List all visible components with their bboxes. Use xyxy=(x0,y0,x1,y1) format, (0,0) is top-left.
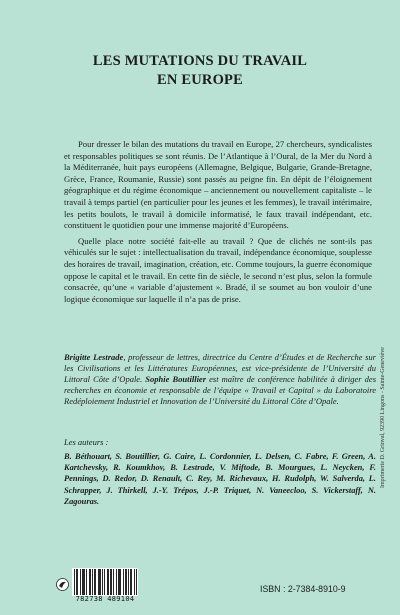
editor-bio-1: , professeur de lettres, directrice du Centre d’Études et de Recherche sur les Civilisations et les Littératures Européennes, est vice-présidente de l’Université du Littoral Côte d’Opale. xyxy=(64,352,376,384)
title-line-1: LES MUTATIONS DU TRAVAIL xyxy=(92,53,308,69)
printer-credit: Imprimerie D. Grinval, 92390 Lingons - Sainte-Geneviève xyxy=(380,347,386,488)
summary-paragraph-2: Quelle place notre société fait-elle au travail ? Que de clichés ne sont-ils pas véhiculés sur le sujet : intellectualisation du travail, indépendance économique, souplesse des horaires de travail, imagination, création, etc. Comme toujours, la guerre économique oppose le capital et le travail. En cette fin de siècle, le second n’est plus, selon la formule consacrée, qu’une « variable d’ajustement ». Bradé, il se soumet au bon vouloir d’une logique économique sur laquelle il n’a pas de prise. xyxy=(64,235,372,304)
editor-name-1: Brigitte Lestrade xyxy=(64,352,124,362)
barcode-bars-icon xyxy=(72,568,138,596)
barcode xyxy=(72,568,138,596)
book-title xyxy=(0,52,400,90)
summary-paragraph-1: Pour dresser le bilan des mutations du travail en Europe, 27 chercheurs, syndicalistes et responsables politiques se sont réunis. De l’Atlantique à l’Oural, de la Mer du Nord à la Méditerranée, huit pays européens (Allemagne, Belgique, Bulgarie, Grande-Bretagne, Grèce, France, Roumanie, Russie) sont passés au peigne fin. En dépit de l’éloignement géographique et du régime économique – anciennement ou nouvellement capitaliste – le travail à temps partiel (en particulier pour les jeunes et les femmes), le travail intérimaire, les petits boulots, le travail à domicile informatisé, le faux travail indépendant, etc. constituent le quotidien pour une immense majorité d’Européens. xyxy=(64,139,372,231)
barcode-number: 782738 489104 xyxy=(75,595,135,603)
editors-bio xyxy=(64,352,376,407)
editor-bio-2: est maître de conférence habilitée à diriger des recherches en économie et responsable de l’équipe « Travail et Capital » du Laboratoire Redéploiement Industriel et Innovation de l’Université du Littoral Côte d’Opale. xyxy=(64,374,376,406)
publisher-logo-icon xyxy=(56,578,69,591)
authors-list: B. Béthouart, S. Boutillier, G. Caire, L. Cordonnier, L. Delsen, C. Fabre, F. Green, A. Kartchevsky, R. Koumkhov, B. Lestrade, V. Miftode, B. Mourgues, L. Neycken, F. Pennings, D. Redor, D. Renault, C. Rey, M. Richevaux, H. Rudolph, W. Salverda, L. Schrapper, J. Thirkell, J.-Y. Trépos, J.-P. Triquet, N. Vaneecloo, S. Vickerstaff, N. Zagouras. xyxy=(64,452,376,506)
summary-text xyxy=(64,139,372,309)
authors-label: Les auteurs : xyxy=(64,437,109,447)
title-line-2: EN EUROPE xyxy=(157,72,243,88)
editor-name-2: Sophie Boutillier xyxy=(145,374,207,384)
isbn: ISBN : 2-7384-8910-9 xyxy=(260,584,346,594)
